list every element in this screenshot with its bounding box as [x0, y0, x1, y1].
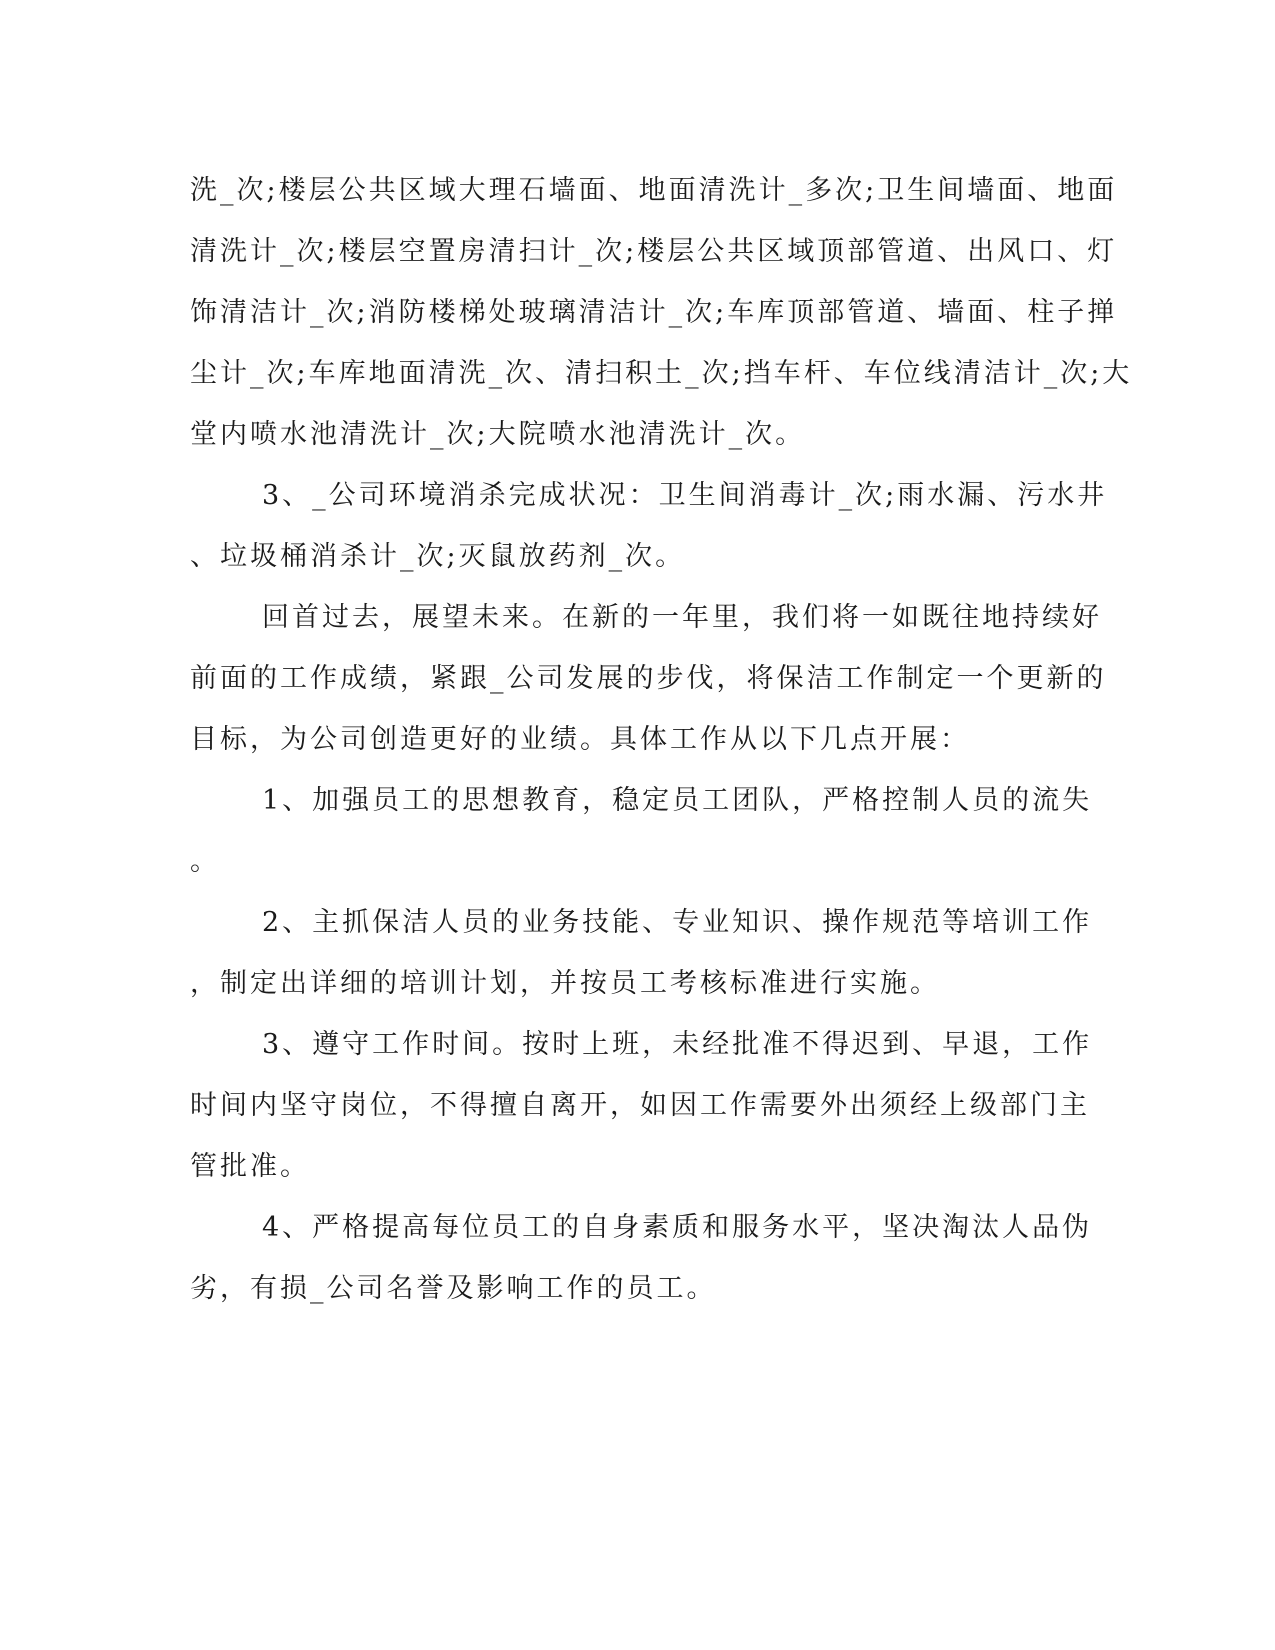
paragraph-start-line: 回首过去，展望未来。在新的一年里，我们将一如既往地持续好 [262, 602, 1102, 633]
text-line: 洗_次;楼层公共区域大理石墙面、地面清洗计_多次;卫生间墙面、地面 [190, 175, 1118, 206]
text-line: 清洗计_次;楼层空置房清扫计_次;楼层公共区域顶部管道、出风口、灯 [190, 236, 1118, 267]
paragraph-start-line: 3、遵守工作时间。按时上班，未经批准不得迟到、早退，工作 [262, 1029, 1093, 1060]
paragraph-start-line: 2、主抓保洁人员的业务技能、专业知识、操作规范等培训工作 [262, 907, 1093, 938]
text-line: 劣，有损_公司名誉及影响工作的员工。 [190, 1273, 717, 1304]
paragraph-start-line: 4、严格提高每位员工的自身素质和服务水平，坚决淘汰人品伪 [262, 1212, 1093, 1243]
body-text [190, 160, 1133, 1319]
text-line: 前面的工作成绩，紧跟_公司发展的步伐，将保洁工作制定一个更新的 [190, 663, 1107, 694]
text-line: 饰清洁计_次;消防楼梯处玻璃清洁计_次;车库顶部管道、墙面、柱子掸 [190, 297, 1118, 328]
text-line: 。 [190, 846, 220, 877]
text-line: 、垃圾桶消杀计_次;灭鼠放药剂_次。 [190, 541, 686, 572]
text-line: 管批准。 [190, 1151, 310, 1182]
text-line: 尘计_次;车库地面清洗_次、清扫积土_次;挡车杆、车位线清洁计_次;大 [190, 358, 1133, 389]
text-line: 目标，为公司创造更好的业绩。具体工作从以下几点开展： [190, 724, 970, 755]
text-line: 堂内喷水池清洗计_次;大院喷水池清洗计_次。 [190, 419, 806, 450]
paragraph-start-line: 1、加强员工的思想教育，稳定员工团队，严格控制人员的流失 [262, 785, 1093, 816]
text-line: ，制定出详细的培训计划，并按员工考核标准进行实施。 [190, 968, 940, 999]
paragraph-start-line: 3、_公司环境消杀完成状况：卫生间消毒计_次;雨水漏、污水井 [262, 480, 1108, 511]
text-line: 时间内坚守岗位，不得擅自离开，如因工作需要外出须经上级部门主 [190, 1090, 1090, 1121]
